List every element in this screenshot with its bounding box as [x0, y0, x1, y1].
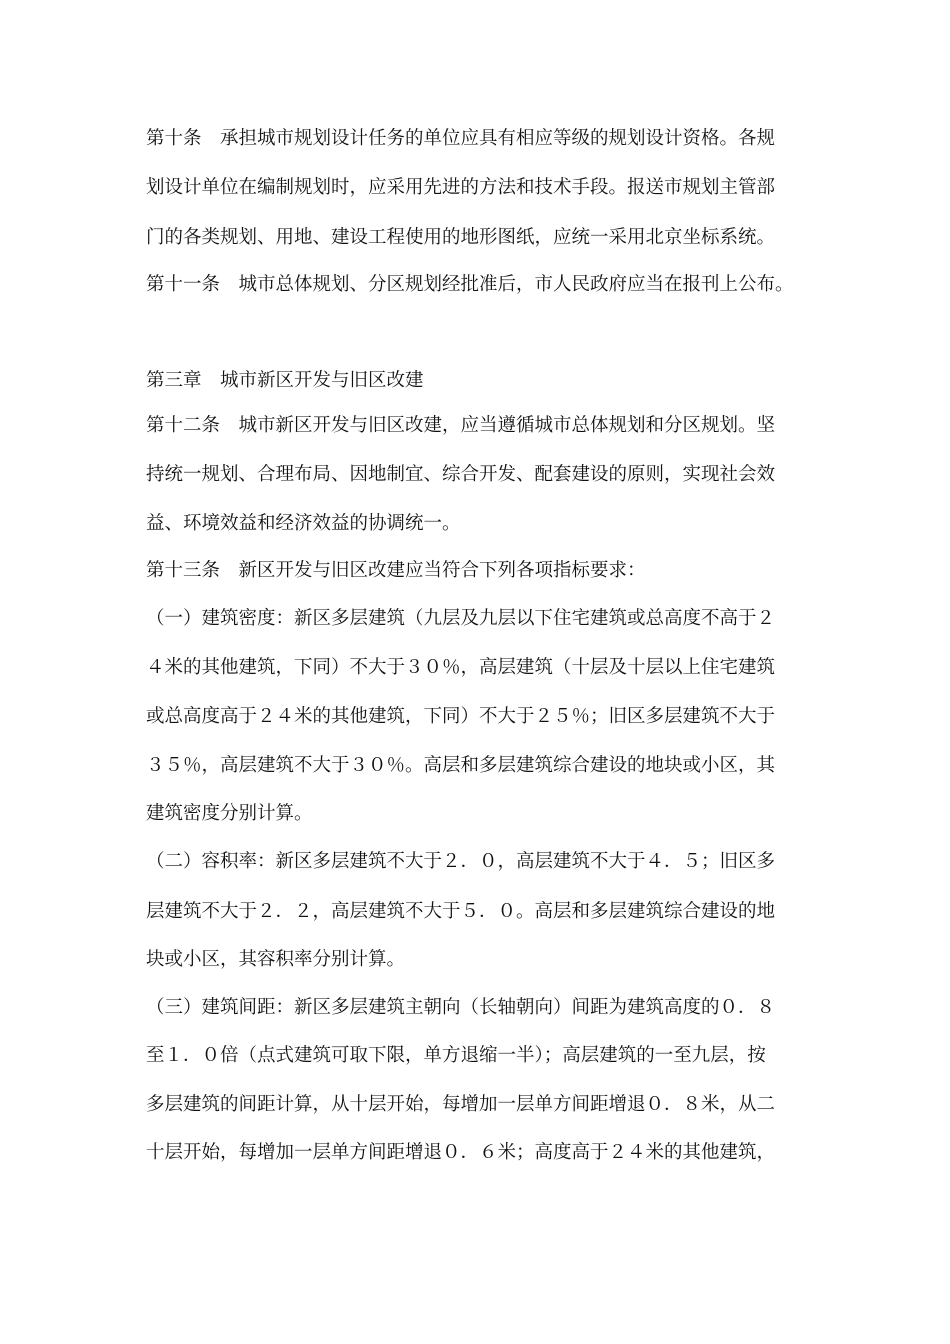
text-line: 多层建筑的间距计算，从十层开始，每增加一层单方间距增退０．８米，从二 — [146, 1094, 776, 1115]
text-line: 第十一条 城市总体规划、分区规划经批准后，市人民政府应当在报刊上公布。 — [146, 274, 794, 295]
text-line: 或总高度高于２４米的其他建筑，下同）不大于２５％；旧区多层建筑不大于 — [146, 706, 776, 727]
text-line: 益、环境效益和经济效益的协调统一。 — [146, 513, 461, 534]
text-line: ４米的其他建筑，下同）不大于３０％，高层建筑（十层及十层以上住宅建筑 — [146, 657, 776, 678]
chapter-heading: 第三章 城市新区开发与旧区改建 — [146, 370, 424, 391]
text-line: （一）建筑密度：新区多层建筑（九层及九层以下住宅建筑或总高度不高于２ — [146, 608, 776, 629]
text-line: 十层开始，每增加一层单方间距增退０．６米；高度高于２４米的其他建筑， — [146, 1142, 776, 1163]
text-line: 划设计单位在编制规划时，应采用先进的方法和技术手段。报送市规划主管部 — [146, 177, 776, 198]
text-line: 建筑密度分别计算。 — [146, 803, 313, 824]
text-line: 第十条 承担城市规划设计任务的单位应具有相应等级的规划设计资格。各规 — [146, 128, 776, 149]
text-line: 第十二条 城市新区开发与旧区改建，应当遵循城市总体规划和分区规划。坚 — [146, 415, 776, 436]
text-line: 门的各类规划、用地、建设工程使用的地形图纸，应统一采用北京坐标系统。 — [146, 227, 776, 248]
text-line: 持统一规划、合理布局、因地制宜、综合开发、配套建设的原则，实现社会效 — [146, 464, 776, 485]
text-line: ３５％，高层建筑不大于３０％。高层和多层建筑综合建设的地块或小区，其 — [146, 755, 776, 776]
text-line: 至１．０倍（点式建筑可取下限，单方退缩一半）；高层建筑的一至九层，按 — [146, 1045, 766, 1066]
text-line: 层建筑不大于２．２，高层建筑不大于５．０。高层和多层建筑综合建设的地 — [146, 901, 776, 922]
text-line: 第十三条 新区开发与旧区改建应当符合下列各项指标要求： — [146, 560, 646, 581]
text-line: （三）建筑间距：新区多层建筑主朝向（长轴朝向）间距为建筑高度的０．８ — [146, 997, 776, 1018]
text-line: 块或小区，其容积率分别计算。 — [146, 949, 406, 970]
text-line: （二）容积率：新区多层建筑不大于２．０，高层建筑不大于４．５；旧区多 — [146, 851, 776, 872]
